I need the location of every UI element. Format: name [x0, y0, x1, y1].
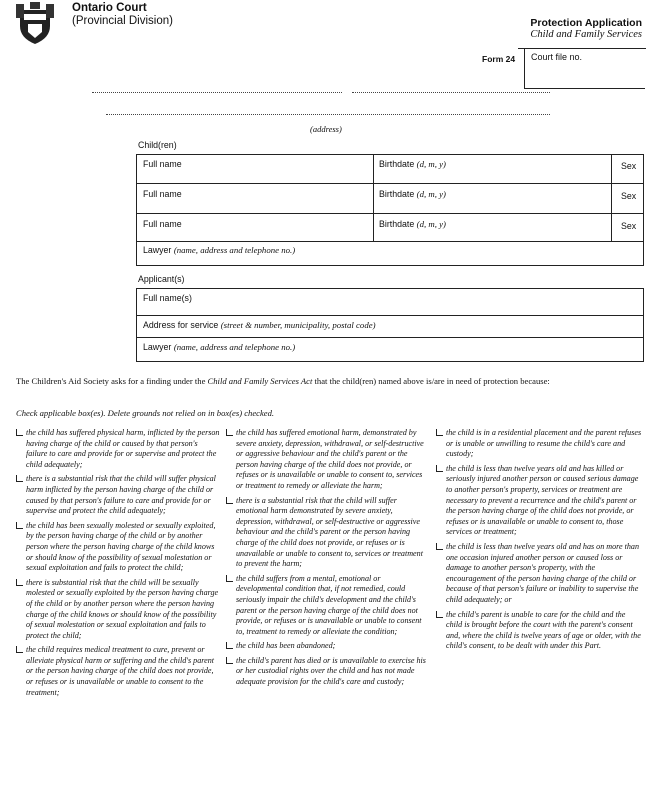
- applicants-box: [136, 288, 644, 362]
- children-lawyer-hint: (name, address and telephone no.): [173, 245, 296, 255]
- court-location-line-1[interactable]: [92, 92, 342, 93]
- ground-checkbox[interactable]: [226, 575, 233, 582]
- child2-sex-label: Sex: [621, 191, 637, 201]
- child1-name-field[interactable]: [143, 159, 182, 169]
- ground-item: [16, 428, 220, 470]
- child2-sex-field[interactable]: [621, 191, 636, 201]
- ground-checkbox[interactable]: [436, 429, 443, 436]
- intro-text-after: that the child(ren) named above is/are in need of protection because:: [312, 376, 550, 386]
- ground-checkbox[interactable]: [16, 646, 23, 653]
- children-lawyer-label: Lawyer: [143, 245, 172, 255]
- intro-text-before: The Children's Aid Society asks for a finding under the: [16, 376, 208, 386]
- ground-text: the child is less than twelve years old and has on more than one occasion injured another person or caused loss or damage to another person's property, with the encouragement of the person having charge of the child or because of that person's failure or inability to supervise the child adequately; or: [446, 541, 640, 604]
- ground-text: the child requires medical treatment to cure, prevent or alleviate physical harm or suffering and the child's parent or the person having charge of the child does not provide, or refuses or is unavailable or unable to consent to the treatment;: [26, 645, 215, 697]
- child1-birthdate-format: (d, m, y): [416, 159, 446, 169]
- form-number: Form 24: [482, 54, 516, 64]
- child3-birthdate-field[interactable]: [379, 219, 446, 229]
- applicant-lawyer-hint: (name, address and telephone no.): [173, 342, 296, 352]
- ground-checkbox[interactable]: [16, 579, 23, 586]
- child3-name-field[interactable]: [143, 219, 182, 229]
- ground-text: there is a substantial risk that the child will suffer physical harm inflicted by the person having charge of the child or caused by that person's failure to care and provide for or supervise and protect the child adequately;: [26, 474, 216, 516]
- grounds-column-1: [16, 428, 220, 702]
- court-address-line[interactable]: [106, 114, 550, 115]
- child2-birthdate-field[interactable]: [379, 189, 446, 199]
- ground-checkbox[interactable]: [436, 611, 443, 618]
- child1-sex-field[interactable]: [621, 161, 636, 171]
- applicant-address-hint: (street & number, municipality, postal code): [220, 320, 376, 330]
- ground-text: there is a substantial risk that the child will suffer emotional harm demonstrated by severe anxiety, depression, withdrawal, or self-destructive or aggressive behaviour and the child's parent or the person having charge of the child does not provide, or refuses or is unavailable or unable to consent to, services or treatment to prevent the harm;: [236, 495, 423, 569]
- form-title-block: [530, 17, 642, 41]
- ground-text: there is substantial risk that the child will be sexually molested or sexually exploited by the person having charge of the child or by another person where the person having charge of the child knows or should know of the possibility of sexual molestation or sexual exploitation and fails to protect the child;: [26, 577, 219, 640]
- court-file-number-field[interactable]: [524, 48, 645, 89]
- ground-checkbox[interactable]: [16, 429, 23, 436]
- instruction-text: Check applicable box(es). Delete grounds not relied on in box(es) checked.: [16, 408, 275, 418]
- ground-item: [436, 542, 642, 606]
- ground-text: the child suffers from a mental, emotional or developmental condition that, if not remedied, could seriously impair the child's development and the child's parent or the person having charge of the child does not provide, or refuses or is unavailable or unable to consent to, treatment to remedy or alleviate the condition;: [236, 573, 422, 636]
- intro-paragraph: [16, 376, 644, 387]
- grounds-column-2: [226, 428, 426, 692]
- ground-item: [436, 428, 642, 460]
- child2-name-label: Full name: [143, 189, 182, 199]
- ground-text: the child is less than twelve years old and has killed or seriously injured another person or caused serious damage to another person's property, services or treatment are necessary to prevent a recurrence and the child's parent or the person having charge of the child does not provide, or refuses or is unavailable or unable to consent to, those services or treatment;: [446, 463, 639, 537]
- ground-item: [16, 578, 220, 642]
- ground-checkbox[interactable]: [226, 657, 233, 664]
- form-subtitle: Child and Family Services: [530, 29, 642, 40]
- child2-birthdate-label: Birthdate: [379, 189, 415, 199]
- court-name-line1: Ontario Court: [72, 2, 147, 14]
- ground-text: the child's parent has died or is unavailable to exercise his or her custodial rights over the child and has not made adequate provision for the child's care and custody;: [236, 655, 426, 687]
- ground-text: the child's parent is unable to care for the child and the child is brought before the court with the parent's consent and, where the child is twelve years of age or older, with the child's consent, to be dealt with under this Part.: [446, 609, 641, 651]
- ground-checkbox[interactable]: [226, 642, 233, 649]
- ground-text: the child has suffered emotional harm, demonstrated by severe anxiety, depression, withdrawal, or self-destructive or aggressive behaviour and the child's parent or the person having charge of the child does not provide, or refuses or is unavailable or unable to consent to, services or treatment to remedy or alleviate the harm;: [236, 428, 424, 490]
- court-location-line-2[interactable]: [352, 92, 550, 93]
- ground-item: [16, 474, 220, 516]
- ground-checkbox[interactable]: [436, 465, 443, 472]
- children-box: [136, 154, 644, 266]
- ground-checkbox[interactable]: [436, 543, 443, 550]
- children-section-label: Child(ren): [138, 140, 177, 150]
- applicant-name-label: Full name(s): [143, 293, 192, 303]
- address-label: (address): [310, 124, 342, 134]
- child1-birthdate-label: Birthdate: [379, 159, 415, 169]
- ground-item: [226, 496, 426, 570]
- child3-sex-label: Sex: [621, 221, 637, 231]
- grounds-column-3: [436, 428, 642, 656]
- ground-checkbox[interactable]: [16, 475, 23, 482]
- child3-birthdate-label: Birthdate: [379, 219, 415, 229]
- applicants-section-label: Applicant(s): [138, 274, 185, 284]
- child2-name-field[interactable]: [143, 189, 182, 199]
- applicant-lawyer-field[interactable]: [143, 342, 295, 352]
- form-title: Protection Application: [530, 17, 642, 29]
- child1-name-label: Full name: [143, 159, 182, 169]
- ground-item: [436, 610, 642, 652]
- ground-item: [226, 574, 426, 638]
- ground-text: the child has been abandoned;: [236, 641, 336, 651]
- applicant-lawyer-label: Lawyer: [143, 342, 172, 352]
- court-file-label: Court file no.: [531, 52, 583, 62]
- children-lawyer-field[interactable]: [143, 245, 295, 255]
- ground-text: the child has suffered physical harm, inflicted by the person having charge of the child or caused by that person's failure to care and provide for or supervise and protect the child adequately;: [26, 428, 220, 469]
- applicant-address-field[interactable]: [143, 320, 376, 330]
- applicant-name-field[interactable]: [143, 293, 192, 303]
- ground-item: [226, 656, 426, 688]
- ontario-crest-logo: [14, 0, 56, 46]
- ground-item: [436, 464, 642, 538]
- ground-text: the child has been sexually molested or sexually exploited, by the person having charge of the child or by another person where the person having charge of the child knows or should know of the possibility of sexual molestation or sexual exploitation and fails to protect the child;: [26, 520, 216, 573]
- ground-checkbox[interactable]: [16, 522, 23, 529]
- ground-checkbox[interactable]: [226, 429, 233, 436]
- ground-item: [16, 521, 220, 574]
- child3-birthdate-format: (d, m, y): [416, 219, 446, 229]
- child1-birthdate-field[interactable]: [379, 159, 446, 169]
- applicant-address-label: Address for service: [143, 320, 219, 330]
- child3-name-label: Full name: [143, 219, 182, 229]
- child1-sex-label: Sex: [621, 161, 637, 171]
- court-name: [72, 2, 173, 28]
- ground-item: [16, 645, 220, 698]
- ground-text: the child is in a residential placement and the parent refuses or is unable or unwilling to resume the child's care and custody;: [446, 428, 642, 459]
- intro-act-name: Child and Family Services Act: [207, 376, 313, 386]
- ground-item: [226, 641, 426, 652]
- court-name-line2: (Provincial Division): [72, 15, 173, 27]
- child2-birthdate-format: (d, m, y): [416, 189, 446, 199]
- child3-sex-field[interactable]: [621, 221, 636, 231]
- ground-checkbox[interactable]: [226, 497, 233, 504]
- ground-item: [226, 428, 426, 492]
